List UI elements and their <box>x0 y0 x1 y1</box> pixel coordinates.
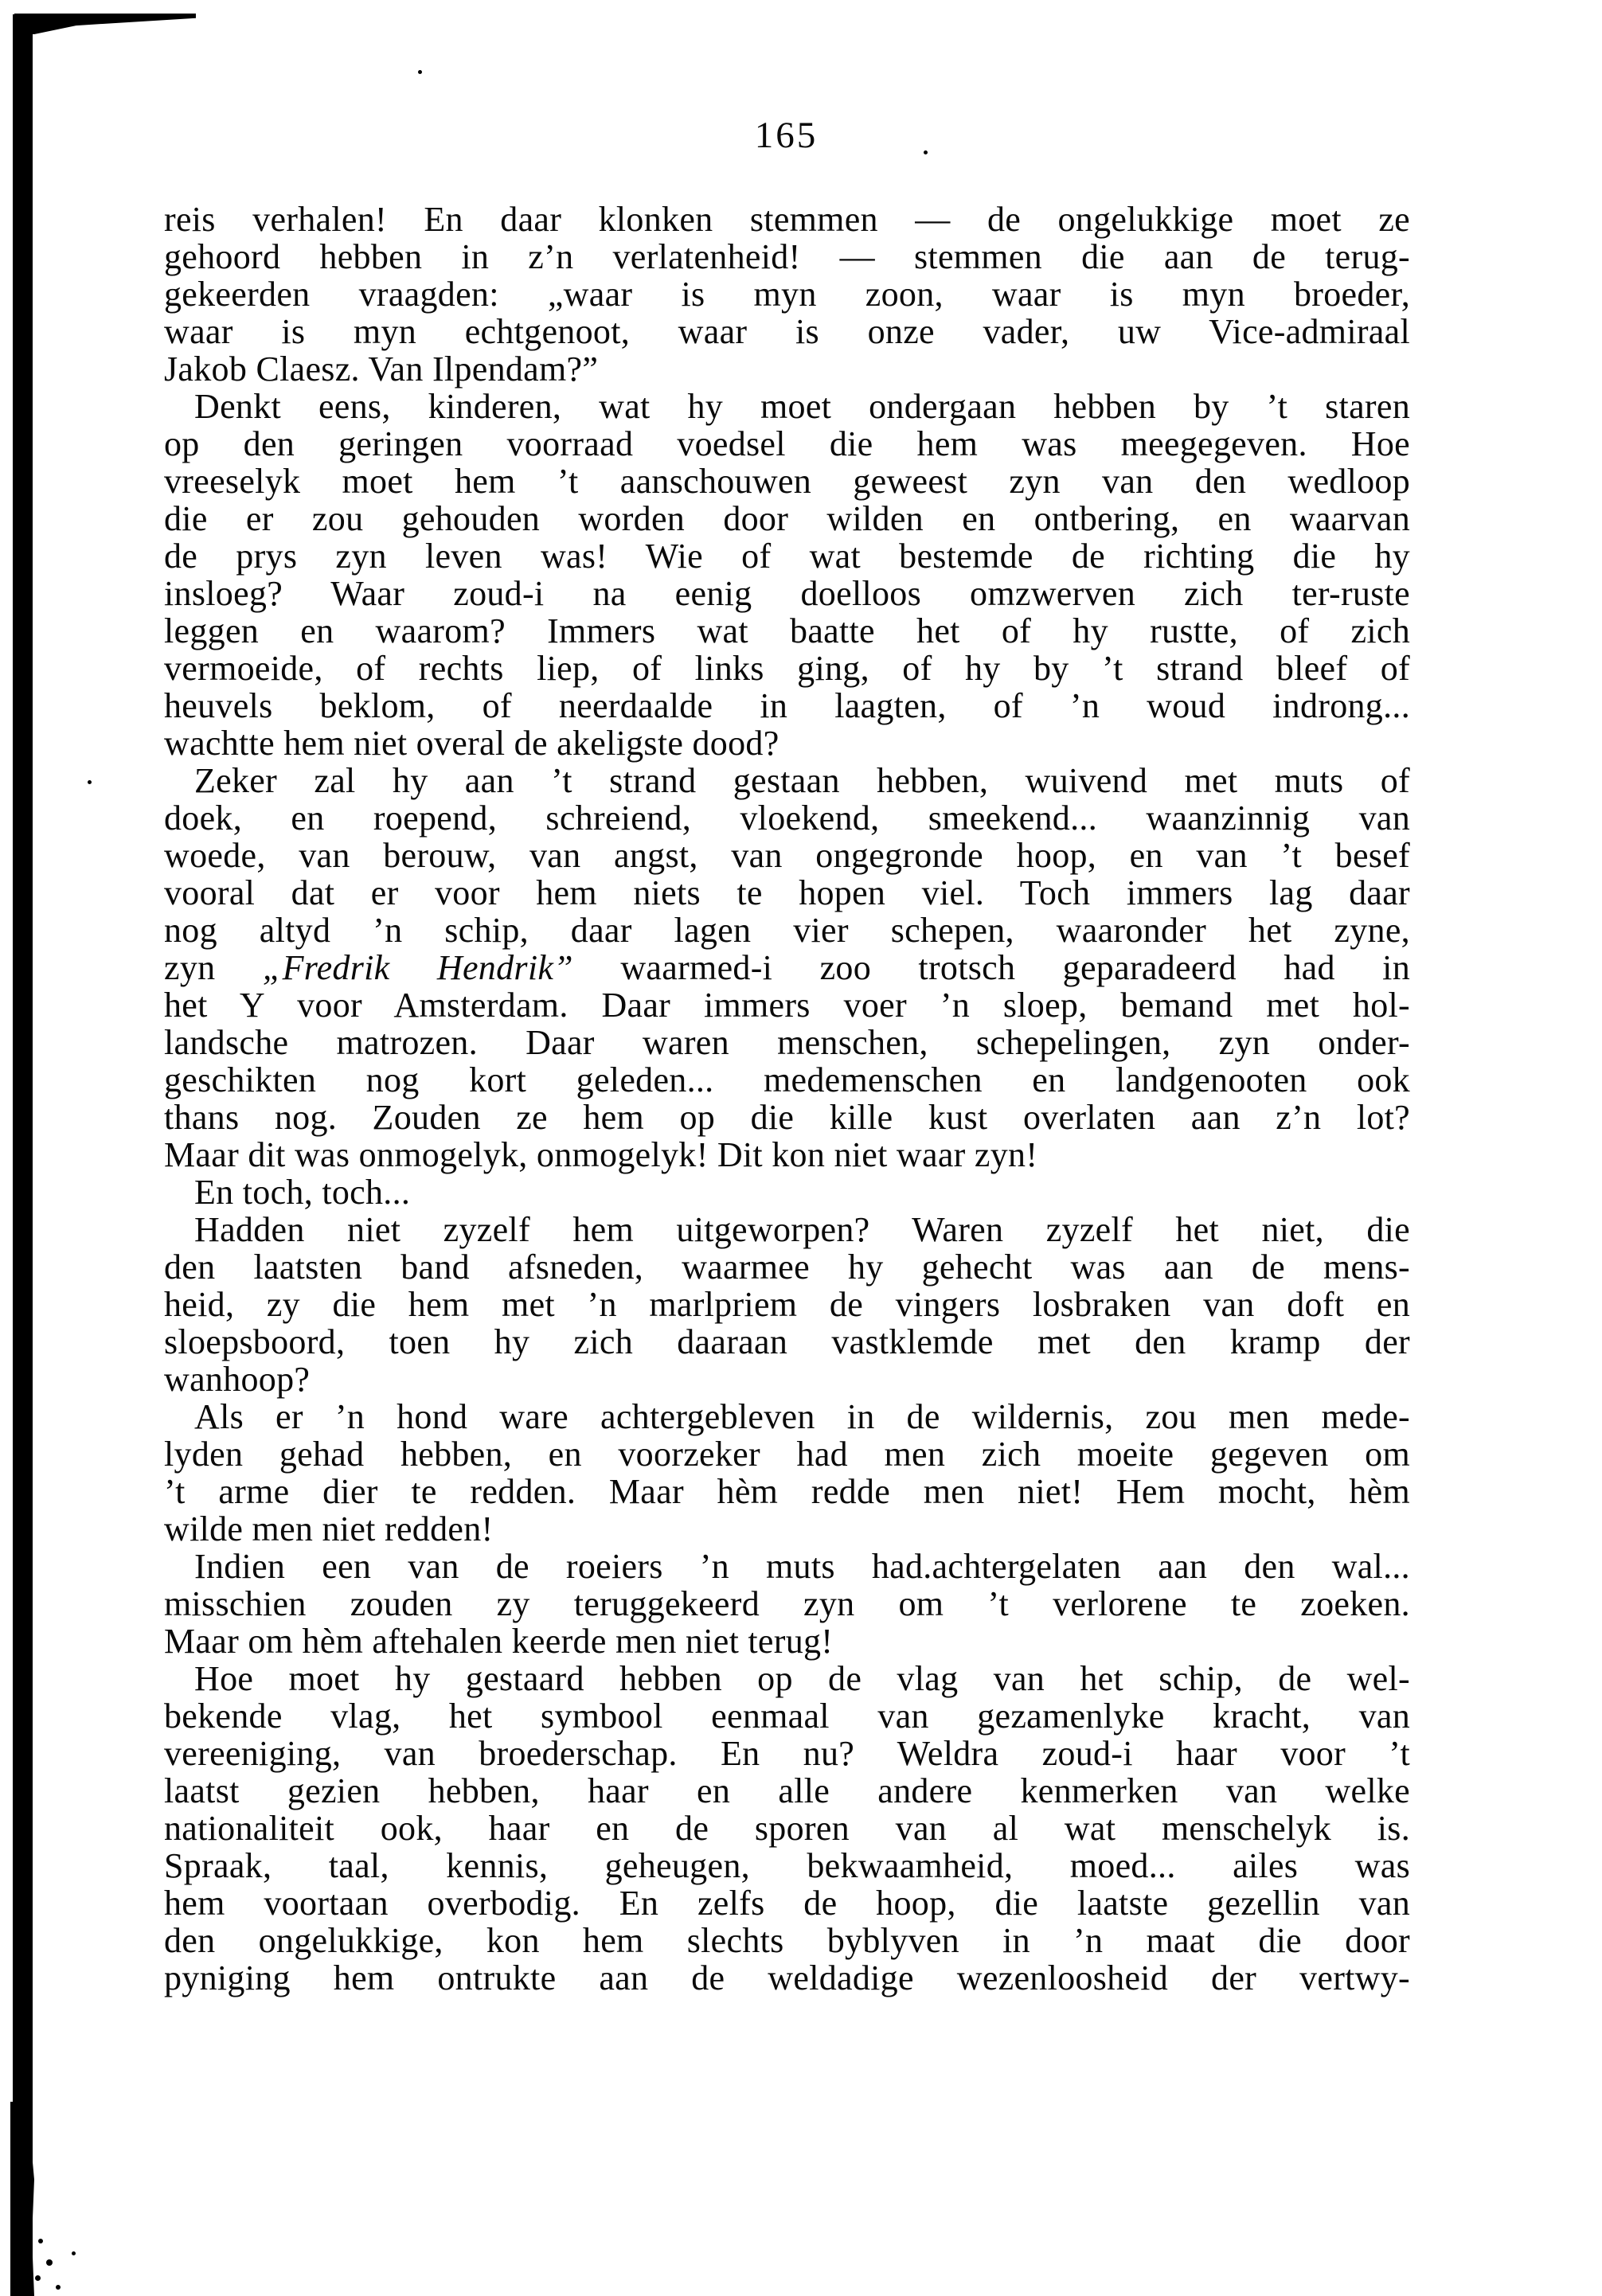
scan-speck <box>56 2285 61 2290</box>
text-run: vermoeide, of rechts liep, of links ging, of hy by ’t strand bleef of <box>164 649 1410 688</box>
text-line <box>164 1922 1410 1959</box>
text-run: Maar om hèm aftehalen keerde men niet terug! <box>164 1622 834 1661</box>
text-run: leggen en waarom? Immers wat baatte het of hy rustte, of zich <box>164 611 1410 650</box>
scan-speck <box>72 2251 76 2255</box>
text-run: op den geringen voorraad voedsel die hem was meegegeven. Hoe <box>164 424 1410 463</box>
text-run: insloeg? Waar zoud-i na eenig doelloos omzwerven zich ter-ruste <box>164 574 1410 613</box>
text-line <box>164 874 1410 912</box>
text-run: sloepsboord, toen hy zich daaraan vastklemde met den kramp der <box>164 1322 1410 1361</box>
text-line <box>164 1585 1410 1622</box>
text-run: Hadden niet zyzelf hem uitgeworpen? Waren zyzelf het niet, die <box>194 1210 1410 1249</box>
text-line <box>164 1510 1410 1548</box>
text-run: doek, en roepend, schreiend, vloekend, smeekend... waanzinnig van <box>164 799 1410 838</box>
text-line <box>164 350 1410 388</box>
scan-speck <box>46 2259 53 2266</box>
text-run: thans nog. Zouden ze hem op die kille kust overlaten aan z’n lot? <box>164 1098 1410 1137</box>
text-line <box>164 275 1410 313</box>
scan-speck <box>88 780 92 784</box>
text-block <box>164 201 1410 1997</box>
text-run: zyn <box>164 948 263 987</box>
text-line <box>164 1622 1410 1660</box>
text-line <box>164 986 1410 1024</box>
text-run: Spraak, taal, kennis, geheugen, bekwaamheid, moed... ailes was <box>164 1846 1410 1885</box>
text-line <box>164 949 1410 986</box>
text-run: ’t arme dier te redden. Maar hèm redde men niet! Hem mocht, hèm <box>164 1472 1410 1511</box>
text-line <box>164 1660 1410 1697</box>
text-run: Jakob Claesz. Van Ilpendam?” <box>164 349 599 389</box>
scan-gutter-bar <box>13 14 33 2296</box>
text-line <box>164 425 1410 463</box>
text-line <box>164 1286 1410 1323</box>
text-line <box>164 650 1410 687</box>
text-run: waarmed-i zoo trotsch geparadeerd had in <box>572 948 1411 987</box>
scan-speck <box>38 2239 43 2243</box>
text-run: Denkt eens, kinderen, wat hy moet ondergaan hebben by ’t staren <box>194 387 1410 426</box>
text-line <box>164 762 1410 799</box>
text-run: En toch, toch... <box>194 1173 411 1212</box>
text-line <box>164 1548 1410 1585</box>
scan-speck <box>418 70 422 74</box>
text-line <box>164 1473 1410 1510</box>
text-run: den laatsten band afsneden, waarmee hy gehecht was aan de mens- <box>164 1248 1410 1287</box>
text-line <box>164 799 1410 837</box>
text-run: den ongelukkige, kon hem slechts byblyven in ’n maat die door <box>164 1921 1410 1960</box>
text-line <box>164 463 1410 500</box>
text-run: pyniging hem ontrukte aan de weldadige wezenloosheid der vertwy- <box>164 1958 1410 1997</box>
text-run: gehoord hebben in z’n verlatenheid! — stemmen die aan de terug- <box>164 237 1410 276</box>
italic-text-run: „Fredrik Hendrik” <box>262 948 573 987</box>
text-run: Indien een van de roeiers ’n muts had.achtergelaten aan den wal... <box>194 1547 1410 1586</box>
text-line <box>164 500 1410 537</box>
text-run: lyden gehad hebben, en voorzeker had men zich moeite gegeven om <box>164 1435 1410 1474</box>
text-line <box>164 537 1410 575</box>
text-run: laatst gezien hebben, haar en alle andere kenmerken van welke <box>164 1771 1410 1810</box>
text-run: nationaliteit ook, haar en de sporen van al wat menschelyk is. <box>164 1809 1410 1848</box>
text-run: bekende vlag, het symbool eenmaal van gezamenlyke kracht, van <box>164 1697 1410 1736</box>
text-line <box>164 1398 1410 1435</box>
text-line <box>164 837 1410 874</box>
text-run: geschikten nog kort geleden... medemenschen en landgenooten ook <box>164 1060 1410 1099</box>
text-line <box>164 1211 1410 1248</box>
text-line <box>164 612 1410 650</box>
text-line <box>164 575 1410 612</box>
text-line <box>164 1735 1410 1772</box>
text-run: die er zou gehouden worden door wilden en ontbering, en waarvan <box>164 499 1410 538</box>
text-line <box>164 1959 1410 1997</box>
page-number: 165 <box>754 115 819 156</box>
text-run: hem voortaan overbodig. En zelfs de hoop, die laatste gezellin van <box>164 1884 1410 1923</box>
scan-corner-wedge <box>14 14 196 34</box>
text-line <box>164 238 1410 275</box>
text-line <box>164 313 1410 350</box>
text-run: gekeerden vraagden: „waar is myn zoon, waar is myn broeder, <box>164 275 1410 314</box>
text-line <box>164 1435 1410 1473</box>
text-line <box>164 1847 1410 1884</box>
text-line <box>164 1810 1410 1847</box>
text-run: Als er ’n hond ware achtergebleven in de wildernis, zou men mede- <box>194 1397 1410 1436</box>
text-run: Zeker zal hy aan ’t strand gestaan hebben, wuivend met muts of <box>194 761 1410 800</box>
text-line <box>164 201 1410 238</box>
text-run: waar is myn echtgenoot, waar is onze vader, uw Vice-admiraal <box>164 312 1410 351</box>
text-run: Hoe moet hy gestaard hebben op de vlag van het schip, de wel- <box>194 1659 1410 1698</box>
text-line <box>164 1361 1410 1398</box>
text-line <box>164 1323 1410 1361</box>
text-line <box>164 1697 1410 1735</box>
text-run: wilde men niet redden! <box>164 1509 494 1548</box>
text-line <box>164 912 1410 949</box>
text-run: heid, zy die hem met ’n marlpriem de vingers losbraken van doft en <box>164 1285 1410 1324</box>
text-run: woede, van berouw, van angst, van ongegronde hoop, en van ’t besef <box>164 836 1410 875</box>
text-line <box>164 1024 1410 1061</box>
text-run: vooral dat er voor hem niets te hopen viel. Toch immers lag daar <box>164 873 1410 912</box>
text-line <box>164 687 1410 724</box>
text-line <box>164 1772 1410 1810</box>
text-run: landsche matrozen. Daar waren menschen, schepelingen, zyn onder- <box>164 1023 1410 1062</box>
text-run: vreeselyk moet hem ’t aanschouwen geweest zyn van den wedloop <box>164 462 1410 501</box>
text-run: misschien zouden zy teruggekeerd zyn om ’t verlorene te zoeken. <box>164 1584 1410 1623</box>
text-run: nog altyd ’n schip, daar lagen vier schepen, waaronder het zyne, <box>164 911 1410 950</box>
text-run: wanhoop? <box>164 1360 311 1399</box>
scan-speck <box>35 2275 41 2281</box>
text-line <box>164 1173 1410 1211</box>
text-line <box>164 388 1410 425</box>
text-run: vereeniging, van broederschap. En nu? Weldra zoud-i haar voor ’t <box>164 1734 1410 1773</box>
text-run: de prys zyn leven was! Wie of wat bestemde de richting die hy <box>164 537 1410 576</box>
text-run: heuvels beklom, of neerdaalde in laagten, of ’n woud indrong... <box>164 686 1410 725</box>
text-run: het Y voor Amsterdam. Daar immers voer ’n sloep, bemand met hol- <box>164 986 1410 1025</box>
text-run: reis verhalen! En daar klonken stemmen — de ongelukkige moet ze <box>164 200 1410 239</box>
text-line <box>164 1099 1410 1136</box>
text-run: Maar dit was onmogelyk, onmogelyk! Dit kon niet waar zyn! <box>164 1135 1038 1174</box>
text-line <box>164 1248 1410 1286</box>
text-line <box>164 1884 1410 1922</box>
text-line <box>164 1136 1410 1173</box>
text-line <box>164 1061 1410 1099</box>
text-run: wachtte hem niet overal de akeligste dood? <box>164 724 780 763</box>
text-line <box>164 724 1410 762</box>
